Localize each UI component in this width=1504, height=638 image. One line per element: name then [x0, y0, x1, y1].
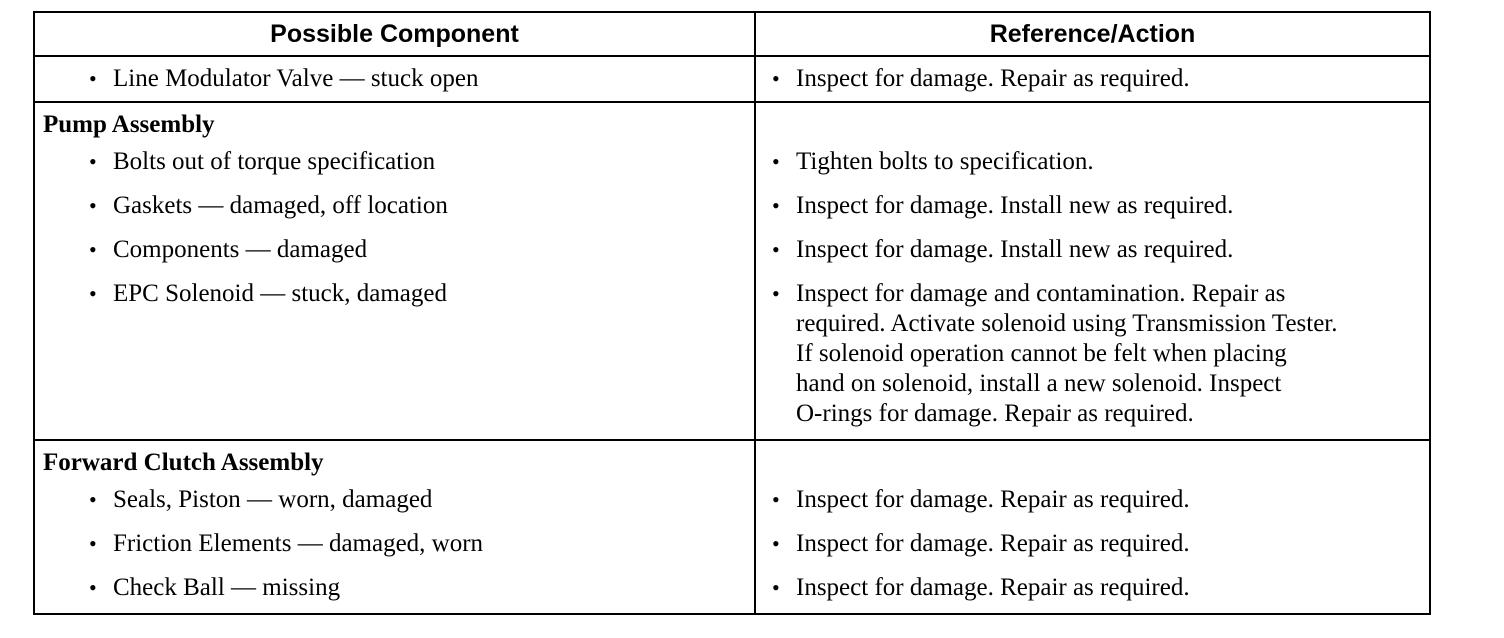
bullet-icon: •: [89, 531, 97, 556]
action-line: O-rings for damage. Repair as required.: [796, 400, 1194, 427]
group-forward-clutch-assembly: [35, 441, 1429, 613]
group-title-pump-assembly: Pump Assembly: [43, 111, 215, 138]
component-text: Bolts out of torque specification: [113, 148, 436, 175]
action-line: If solenoid operation cannot be felt when placing: [796, 340, 1287, 367]
component-text: Gaskets — damaged, off location: [113, 192, 448, 219]
component-text: Friction Elements — damaged, worn: [113, 530, 484, 557]
bullet-icon: •: [89, 149, 97, 174]
component-text: Components — damaged: [113, 236, 368, 263]
header-possible-component: Possible Component: [35, 13, 756, 55]
action-line: hand on solenoid, install a new solenoid. Inspect: [796, 370, 1282, 397]
diagnosis-table: [33, 11, 1431, 615]
header-reference-action: Reference/Action: [989, 19, 1196, 48]
table-row-component: [35, 529, 754, 573]
group-pump-assembly: [35, 103, 1429, 441]
table-row-action: [756, 191, 1429, 235]
group-title-spacer: [756, 441, 1429, 485]
table-row-action: [756, 573, 1429, 613]
group-title-spacer: [756, 103, 1429, 147]
action-text: Inspect for damage. Repair as required.: [796, 574, 1190, 601]
table-header: [35, 13, 1429, 57]
table-row-action: [756, 529, 1429, 573]
bullet-icon: •: [89, 66, 97, 91]
action-text: Inspect for damage. Install new as required.: [796, 236, 1234, 263]
bullet-icon: •: [89, 193, 97, 218]
component-text: Line Modulator Valve — stuck open: [113, 65, 479, 92]
action-text: Inspect for damage. Repair as required.: [796, 65, 1190, 92]
table-row-component: [35, 279, 754, 439]
component-text: Seals, Piston — worn, damaged: [113, 486, 433, 513]
bullet-icon: •: [89, 575, 97, 600]
component-text: EPC Solenoid — stuck, damaged: [113, 280, 447, 307]
table-row-component: [35, 191, 754, 235]
table-row-component: [35, 485, 754, 529]
table-row-action: [756, 235, 1429, 279]
action-text: Inspect for damage. Install new as required.: [796, 192, 1234, 219]
bullet-icon: •: [89, 487, 97, 512]
bullet-icon: •: [772, 531, 780, 556]
group-line-modulator: [35, 57, 1429, 103]
action-line: required. Activate solenoid using Transmission Tester.: [796, 310, 1338, 337]
bullet-icon: •: [89, 281, 97, 306]
action-text: Tighten bolts to specification.: [796, 148, 1094, 175]
action-line: Inspect for damage and contamination. Repair as: [796, 280, 1286, 307]
bullet-icon: •: [772, 487, 780, 512]
action-text-multiline: [796, 279, 1421, 429]
component-text: Check Ball — missing: [113, 574, 341, 601]
table-row-component: [35, 235, 754, 279]
bullet-icon: •: [772, 149, 780, 174]
bullet-icon: •: [772, 66, 780, 91]
action-text: Inspect for damage. Repair as required.: [796, 486, 1190, 513]
bullet-icon: •: [772, 193, 780, 218]
table-row-action: [756, 485, 1429, 529]
bullet-icon: •: [772, 281, 780, 306]
bullet-icon: •: [772, 575, 780, 600]
bullet-icon: •: [772, 237, 780, 262]
table-row-component: [35, 147, 754, 191]
table-row-action: [756, 279, 1429, 439]
table-row-action: [756, 57, 1429, 101]
group-title-forward-clutch: Forward Clutch Assembly: [43, 449, 324, 476]
table-row-component: [35, 573, 754, 613]
action-text: Inspect for damage. Repair as required.: [796, 530, 1190, 557]
bullet-icon: •: [89, 237, 97, 262]
table-row-component: [35, 57, 754, 101]
table-row-action: [756, 147, 1429, 191]
